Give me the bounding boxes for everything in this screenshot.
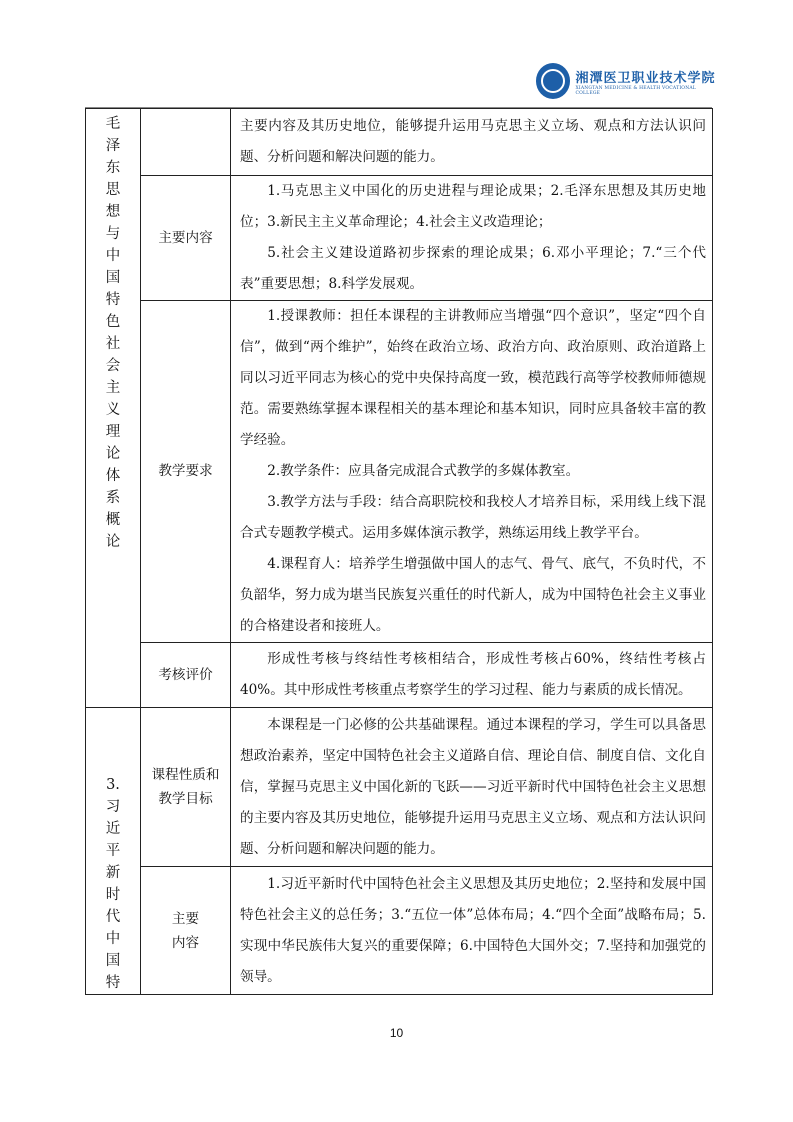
req-para: 1.授课教师：担任本课程的主讲教师应当增强“四个意识”，坚定“四个自信”，做到“两个维护”，始终在政治立场、政治方向、政治原则、政治道路上同以习近平同志为核心的党中央保持高度一致，模范践行高等学校教师师德规范。需要熟练掌握本课程相关的基本理论和基本知识，同时应具备较丰富的教学经验。 [240, 308, 706, 448]
course2-name: 3.习近平新时代中国特 [105, 777, 121, 991]
content-text-2: 1.习近平新时代中国特色社会主义思想及其历史地位；2.坚持和发展中国特色社会主义的总任务；3.“五位一体”总体布局；4.“四个全面”战略布局；5.实现中华民族伟大复兴的重要保障；6.中国特色大国外交；7.坚持和加强党的领导。 [240, 875, 706, 985]
content-para: 5.社会主义建设道路初步探索的理论成果；6.邓小平理论；7.“三个代表”重要思想；8.科学发展观。 [240, 245, 706, 292]
req-para: 4.课程育人：培养学生增强做中国人的志气、骨气、底气，不负时代，不负韶华，努力成为堪当民族复兴重任的时代新人，成为中国特色社会主义事业的合格建设者和接班人。 [240, 556, 706, 634]
table-row [86, 301, 713, 643]
table-row [86, 176, 713, 301]
eval-text: 形成性考核与终结性考核相结合，形成性考核占60%，终结性考核占40%。其中形成性考核重点考察学生的学习过程、能力与素质的成长情况。 [240, 651, 706, 698]
content-label-2: 主要内容 [141, 867, 231, 995]
page-number: 10 [389, 1026, 404, 1040]
course1-name: 毛泽东思想与中国特色社会主义理论体系概论 [105, 116, 121, 550]
page-header [536, 58, 716, 104]
course2-name-cell [86, 708, 141, 995]
goal-text: 本课程是一门必修的公共基础课程。通过本课程的学习，学生可以具备思想政治素养，坚定中国特色社会主义道路自信、理论自信、制度自信、文化自信，掌握马克思主义中国化新的飞跃——习近平新时代中国特色社会主义思想的主要内容及其历史地位，能够提升运用马克思主义立场、观点和方法认识问题、分析问题和解决问题的能力。 [240, 716, 706, 857]
table-row [86, 708, 713, 867]
course1-goal-text: 主要内容及其历史地位，能够提升运用马克思主义立场、观点和方法认识问题、分析问题和解决问题的能力。 [240, 118, 706, 165]
eval-label: 考核评价 [141, 643, 231, 708]
content-label: 主要内容 [141, 176, 231, 301]
req-para: 3.教学方法与手段：结合高职院校和我校人才培养目标，采用线上线下混合式专题教学模式。运用多媒体演示教学，熟练运用线上教学平台。 [240, 494, 706, 541]
school-name-en: XIANGTAN MEDICINE & HEALTH VOCATIONAL COLLEGE [575, 85, 696, 96]
school-name-cn: 湘潭医卫职业技术学院 [575, 70, 716, 86]
goal-label: 课程性质和教学目标 [141, 708, 231, 867]
table-row [86, 109, 713, 176]
school-logo-icon [536, 63, 570, 99]
req-para: 2.教学条件：应具备完成混合式教学的多媒体教室。 [267, 463, 580, 479]
req-label: 教学要求 [141, 301, 231, 643]
course-table [85, 108, 713, 995]
table-row [86, 867, 713, 995]
table-row [86, 643, 713, 708]
course1-name-cell [86, 109, 141, 708]
content-para: 1.马克思主义中国化的历史进程与理论成果；2.毛泽东思想及其历史地位；3.新民主主义革命理论；4.社会主义改造理论； [240, 183, 706, 230]
